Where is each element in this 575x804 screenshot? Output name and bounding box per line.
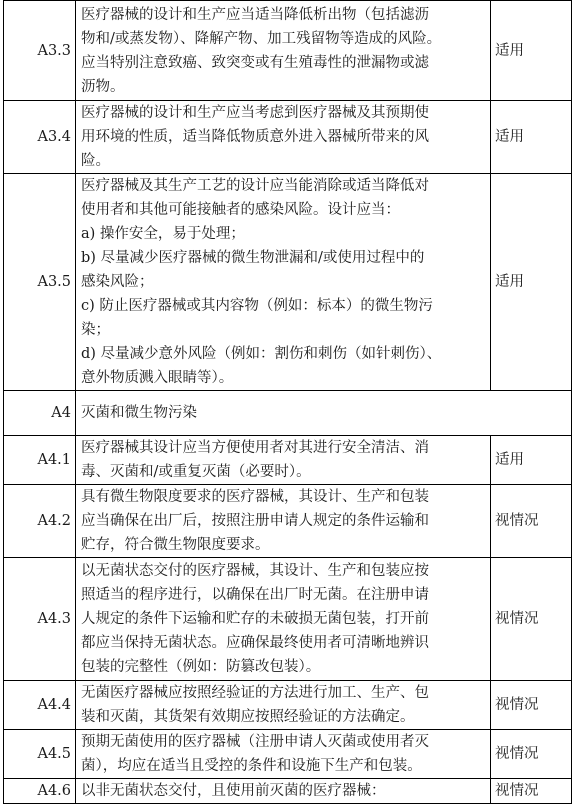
section-title: 灭菌和微生物污染 <box>76 391 491 436</box>
requirement-text: 无菌医疗器械应按照经验证的方法进行加工、生产、包 装和灭菌，其货架有效期应按照经验证的方法确定。 <box>76 681 491 730</box>
section-heading-row <box>4 391 572 436</box>
clause-number: A4.1 <box>4 436 76 485</box>
requirements-table <box>3 0 572 804</box>
requirement-text: 以无菌状态交付的医疗器械，其设计、生产和包装应按 照适当的程序进行，以确保在出厂时无菌。在注册申请 人规定的条件下运输和贮存的未破损无菌包装，打开前 都应当保持无菌状态。应确保最终使用者可清晰地辨识 包装的完整性（例如：防篡改包装）。 <box>76 558 491 681</box>
table-row <box>4 681 572 730</box>
table-row <box>4 436 572 485</box>
requirement-text: 医疗器械的设计和生产应当适当降低析出物（包括滤沥 物和/或蒸发物）、降解产物、加工残留物等造成的风险。 应当特别注意致癌、致突变或有生殖毒性的泄漏物或滤 沥物。 <box>76 1 491 101</box>
table-row <box>4 174 572 391</box>
clause-number: A3.5 <box>4 174 76 391</box>
table-row <box>4 485 572 558</box>
table-row <box>4 101 572 174</box>
requirement-text: 医疗器械及其生产工艺的设计应当能消除或适当降低对 使用者和其他可能接触者的感染风险。设计应当： a) 操作安全，易于处理； b) 尽量减少医疗器械的微生物泄漏和/或使用过程中的 感染风险； c) 防止医疗器械或其内容物（例如：标本）的微生物污 染； d) 尽量减少意外风险（例如：割伤和刺伤（如针刺伤）、 意外物质溅入眼睛等）。 <box>76 174 491 391</box>
requirement-text: 预期无菌使用的医疗器械（注册申请人灭菌或使用者灭 菌），均应在适当且受控的条件和设施下生产和包装。 <box>76 730 491 779</box>
clause-number: A4.4 <box>4 681 76 730</box>
requirement-text: 医疗器械的设计和生产应当考虑到医疗器械及其预期使 用环境的性质，适当降低物质意外进入器械所带来的风 险。 <box>76 101 491 174</box>
section-number: A4 <box>4 391 76 436</box>
applicability: 视情况 <box>491 485 572 558</box>
applicability: 适用 <box>491 174 572 391</box>
table-row <box>4 779 572 804</box>
requirement-text: 以非无菌状态交付，且使用前灭菌的医疗器械： <box>76 779 491 804</box>
applicability: 适用 <box>491 1 572 101</box>
clause-number: A4.3 <box>4 558 76 681</box>
clause-number: A4.2 <box>4 485 76 558</box>
applicability <box>491 391 572 436</box>
clause-number: A4.5 <box>4 730 76 779</box>
applicability: 视情况 <box>491 558 572 681</box>
requirement-text: 医疗器械其设计应当方便使用者对其进行安全清洁、消 毒、灭菌和/或重复灭菌（必要时）。 <box>76 436 491 485</box>
table-row <box>4 1 572 101</box>
table-row <box>4 558 572 681</box>
applicability: 视情况 <box>491 681 572 730</box>
clause-number: A3.4 <box>4 101 76 174</box>
applicability: 适用 <box>491 101 572 174</box>
requirement-text: 具有微生物限度要求的医疗器械，其设计、生产和包装 应当确保在出厂后，按照注册申请人规定的条件运输和 贮存，符合微生物限度要求。 <box>76 485 491 558</box>
clause-number: A4.6 <box>4 779 76 804</box>
applicability: 视情况 <box>491 730 572 779</box>
table-row <box>4 730 572 779</box>
applicability: 视情况 <box>491 779 572 804</box>
applicability: 适用 <box>491 436 572 485</box>
clause-number: A3.3 <box>4 1 76 101</box>
